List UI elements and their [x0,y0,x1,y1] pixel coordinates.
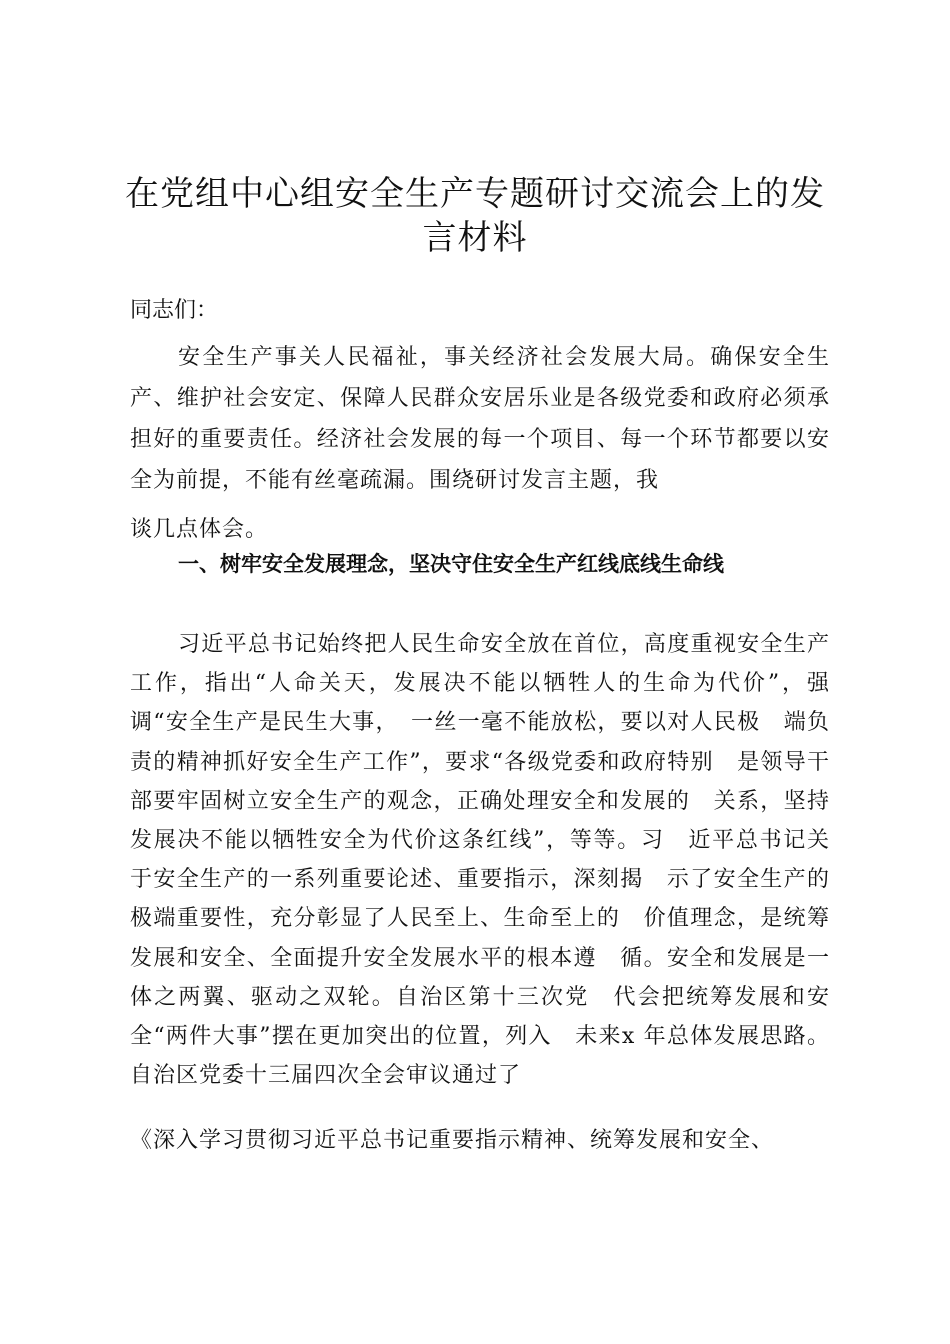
intro-paragraph-tail: 谈几点体会。 [130,517,269,542]
intro-paragraph [130,337,830,550]
section-heading: 一、树牢安全发展理念，坚决守住安全生产红线底线生命线 [178,552,724,576]
intro-paragraph-text: 安全生产事关人民福祉，事关经济社会发展大局。确保安全生产、维护社会安定、保障人民群众安居乐业是各级党委和政府必须承担好的重要责任。经济社会发展的每一个项目、每一个环节都要以安全为前提，不能有丝毫疏漏。围绕研讨发言主题，我 [130,345,830,493]
body-paragraph: 习近平总书记始终把人民生命安全放在首位，高度重视安全生产工作，指出“人命关天，发展决不能以牺牲人的生命为代价”，强调“安全生产是民生大事， 一丝一毫不能放松，要以对人民极 端负责的精神抓好安全生产工作”，要求“各级党委和政府特别 是领导干部要牢固树立安全生产的观念，正确处理安全和发展的 关系，坚持发展决不能以牺牲安全为代价这条红线”，等等。习 近平总书记关于安全生产的一系列重要论述、重要指示，深刻揭 示了安全生产的极端重要性，充分彰显了人民至上、生命至上的 价值理念，是统筹发展和安全、全面提升安全发展水平的根本遵 循。安全和发展是一体之两翼、驱动之双轮。自治区第十三次党 代会把统筹发展和安全“两件大事”摆在更加突出的位置，列入 未来x 年总体发展思路。自治区党委十三届四次全会审议通过了 [130,632,830,1089]
next-paragraph-start: 《深入学习贯彻习近平总书记重要指示精神、统筹发展和安全、 [130,1128,775,1153]
document-title: 在党组中心组安全生产专题研讨交流会上的发言材料 [125,174,825,258]
salutation: 同志们： [130,298,219,323]
